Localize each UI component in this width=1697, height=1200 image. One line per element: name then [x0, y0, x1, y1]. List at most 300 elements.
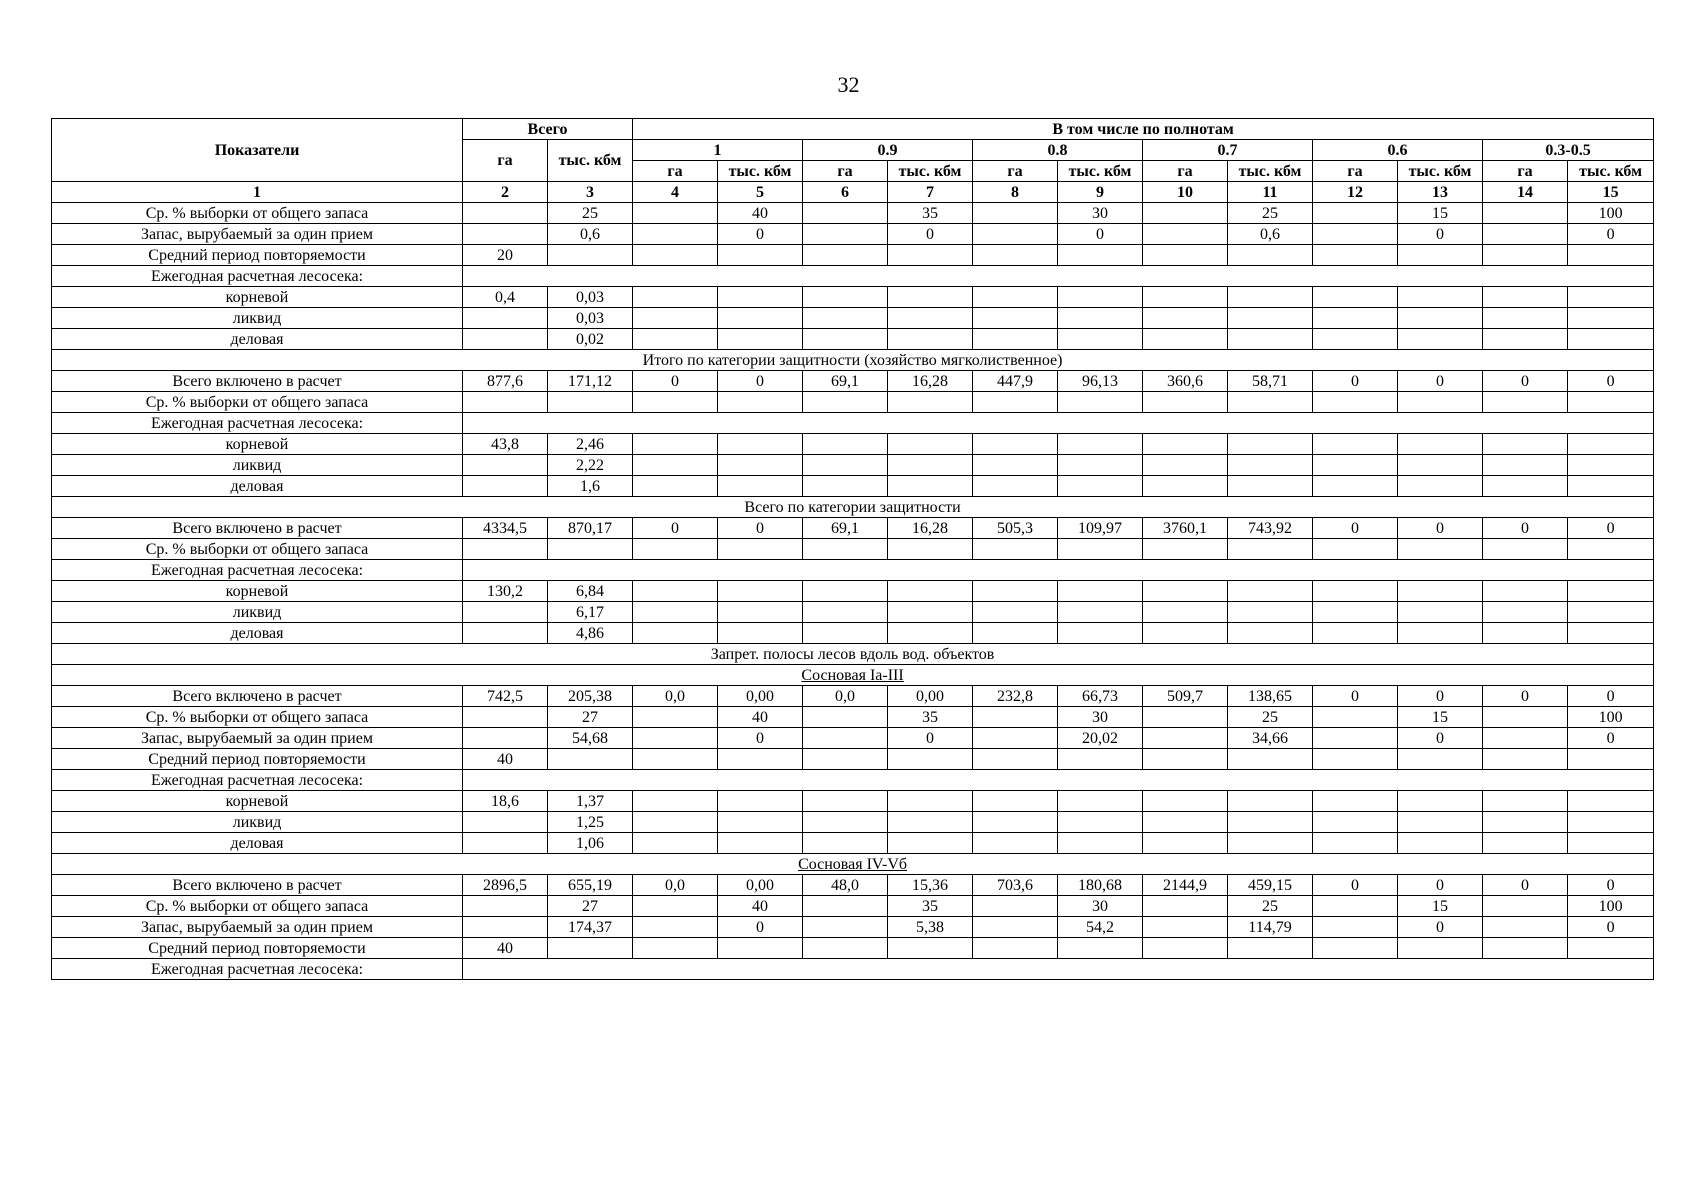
- table-cell: 0: [718, 728, 803, 749]
- header-unit-ha: га: [973, 161, 1058, 182]
- table-cell: [1483, 938, 1568, 959]
- table-row: [52, 518, 1654, 539]
- table-cell: [1058, 539, 1143, 560]
- row-label: корневой: [52, 791, 463, 812]
- section-title: [52, 497, 1654, 518]
- table-cell: [1143, 602, 1228, 623]
- section-title: [52, 644, 1654, 665]
- table-cell: 0: [718, 224, 803, 245]
- column-number: 14: [1483, 182, 1568, 203]
- row-label: Ежегодная расчетная лесосека:: [52, 413, 463, 434]
- table-cell: [1568, 581, 1654, 602]
- table-cell: [973, 896, 1058, 917]
- table-cell: 0,02: [548, 329, 633, 350]
- table-cell: [1398, 749, 1483, 770]
- table-cell: [1398, 434, 1483, 455]
- table-cell: 15: [1398, 896, 1483, 917]
- table-row: [52, 791, 1654, 812]
- column-number: 2: [463, 182, 548, 203]
- header-unit-ha: га: [1313, 161, 1398, 182]
- table-cell: 2144,9: [1143, 875, 1228, 896]
- table-cell: [973, 707, 1058, 728]
- table-row: [52, 203, 1654, 224]
- table-cell: [803, 308, 888, 329]
- table-cell: [1228, 833, 1313, 854]
- table-cell: [803, 203, 888, 224]
- header-unit-m3: тыс. кбм: [1568, 161, 1654, 182]
- header-unit-ha: га: [633, 161, 718, 182]
- table-cell: [1313, 329, 1398, 350]
- table-cell: [973, 749, 1058, 770]
- table-cell: 35: [888, 896, 973, 917]
- table-cell: [1228, 476, 1313, 497]
- table-cell: [1313, 581, 1398, 602]
- table-cell: 0: [633, 371, 718, 392]
- table-cell: [1143, 728, 1228, 749]
- table-cell: [1398, 308, 1483, 329]
- table-cell: [463, 224, 548, 245]
- table-cell: [1398, 791, 1483, 812]
- row-label: Всего включено в расчет: [52, 371, 463, 392]
- row-label: Запас, вырубаемый за один прием: [52, 224, 463, 245]
- table-cell: [1058, 245, 1143, 266]
- table-cell: 171,12: [548, 371, 633, 392]
- table-cell: [1313, 476, 1398, 497]
- table-cell: [1058, 476, 1143, 497]
- table-cell: [1143, 224, 1228, 245]
- table-cell: [1483, 791, 1568, 812]
- table-cell: [1313, 833, 1398, 854]
- table-cell: [973, 728, 1058, 749]
- table-cell: [1483, 917, 1568, 938]
- table-cell: 877,6: [463, 371, 548, 392]
- table-cell: [718, 455, 803, 476]
- table-cell: 870,17: [548, 518, 633, 539]
- table-cell: 34,66: [1228, 728, 1313, 749]
- table-cell: 40: [463, 938, 548, 959]
- table-cell: [463, 392, 548, 413]
- table-cell: 138,65: [1228, 686, 1313, 707]
- table-cell: [633, 938, 718, 959]
- table-cell: [803, 455, 888, 476]
- table-cell: [1143, 938, 1228, 959]
- table-cell: [463, 707, 548, 728]
- section-title-text: Сосновая IV-Vб: [798, 855, 908, 873]
- table-cell: [718, 791, 803, 812]
- table-cell: [718, 308, 803, 329]
- table-row: [52, 833, 1654, 854]
- table-cell: [1483, 707, 1568, 728]
- table-cell: 30: [1058, 707, 1143, 728]
- table-cell: 0: [718, 917, 803, 938]
- table-cell: 69,1: [803, 371, 888, 392]
- table-cell: 100: [1568, 707, 1654, 728]
- table-row: [52, 707, 1654, 728]
- row-label: Ср. % выборки от общего запаса: [52, 539, 463, 560]
- table-cell: [463, 623, 548, 644]
- table-cell: [803, 581, 888, 602]
- table-cell: [463, 329, 548, 350]
- table-cell: 0: [633, 518, 718, 539]
- table-cell: [1483, 539, 1568, 560]
- table-cell: [633, 392, 718, 413]
- table-cell: [888, 455, 973, 476]
- table-cell: [1143, 455, 1228, 476]
- table-cell: 16,28: [888, 518, 973, 539]
- table-cell: 40: [463, 749, 548, 770]
- table-cell: 43,8: [463, 434, 548, 455]
- empty-cell: [463, 770, 1654, 791]
- table-cell: [633, 707, 718, 728]
- header-density: 0.7: [1143, 140, 1313, 161]
- table-cell: [1313, 917, 1398, 938]
- row-label: Средний период повторяемости: [52, 749, 463, 770]
- table-cell: [548, 245, 633, 266]
- row-label: корневой: [52, 581, 463, 602]
- table-cell: [1483, 329, 1568, 350]
- table-cell: [1143, 791, 1228, 812]
- section-title-text: Запрет. полосы лесов вдоль вод. объектов: [710, 645, 995, 663]
- table-cell: [633, 308, 718, 329]
- table-cell: [1483, 287, 1568, 308]
- table-cell: 40: [718, 203, 803, 224]
- table-cell: [1228, 812, 1313, 833]
- table-cell: [1568, 791, 1654, 812]
- table-cell: 0: [1568, 686, 1654, 707]
- table-row: [52, 581, 1654, 602]
- header-density: 0.9: [803, 140, 973, 161]
- table-cell: 703,6: [973, 875, 1058, 896]
- table-cell: 0,00: [718, 686, 803, 707]
- table-cell: [633, 287, 718, 308]
- table-cell: [1398, 602, 1483, 623]
- table-cell: 205,38: [548, 686, 633, 707]
- table-cell: [973, 308, 1058, 329]
- table-cell: [973, 581, 1058, 602]
- table-cell: 0: [888, 728, 973, 749]
- table-cell: [1143, 749, 1228, 770]
- table-cell: [1313, 812, 1398, 833]
- table-cell: 54,68: [548, 728, 633, 749]
- table-cell: 114,79: [1228, 917, 1313, 938]
- table-cell: [1228, 581, 1313, 602]
- table-header: [52, 119, 1654, 203]
- table-cell: 0: [718, 518, 803, 539]
- table-cell: [633, 728, 718, 749]
- table-cell: 0: [1313, 875, 1398, 896]
- table-row: [52, 728, 1654, 749]
- table-cell: [1568, 749, 1654, 770]
- table-cell: [1568, 602, 1654, 623]
- table-cell: [718, 245, 803, 266]
- table-cell: 0,6: [1228, 224, 1313, 245]
- row-label: Ср. % выборки от общего запаса: [52, 203, 463, 224]
- table-cell: [1058, 455, 1143, 476]
- table-cell: 1,37: [548, 791, 633, 812]
- table-cell: [1483, 224, 1568, 245]
- table-cell: [1313, 245, 1398, 266]
- table-cell: [718, 812, 803, 833]
- table-cell: [888, 287, 973, 308]
- table-row: [52, 497, 1654, 518]
- table-cell: [1058, 392, 1143, 413]
- row-label: Всего включено в расчет: [52, 686, 463, 707]
- header-unit-ha: га: [1483, 161, 1568, 182]
- table-cell: [803, 287, 888, 308]
- table-cell: 40: [718, 896, 803, 917]
- table-cell: [973, 623, 1058, 644]
- table-cell: [1568, 434, 1654, 455]
- column-number: 5: [718, 182, 803, 203]
- table-row: [52, 245, 1654, 266]
- header-unit-ha: га: [803, 161, 888, 182]
- table-cell: 0: [1313, 518, 1398, 539]
- table-cell: 20: [463, 245, 548, 266]
- table-cell: [1143, 329, 1228, 350]
- table-cell: [1568, 623, 1654, 644]
- table-cell: [803, 749, 888, 770]
- table-cell: [803, 434, 888, 455]
- table-cell: [633, 602, 718, 623]
- table-cell: 15,36: [888, 875, 973, 896]
- table-cell: [1568, 287, 1654, 308]
- table-cell: 0: [1398, 686, 1483, 707]
- table-cell: [1313, 287, 1398, 308]
- table-cell: [633, 476, 718, 497]
- table-cell: 6,84: [548, 581, 633, 602]
- table-cell: 174,37: [548, 917, 633, 938]
- table-cell: 40: [718, 707, 803, 728]
- column-number: 15: [1568, 182, 1654, 203]
- table-row: [52, 602, 1654, 623]
- table-cell: [973, 203, 1058, 224]
- table-cell: [1228, 245, 1313, 266]
- table-cell: [1313, 455, 1398, 476]
- table-cell: 35: [888, 707, 973, 728]
- header-total: Всего: [463, 119, 633, 140]
- table-cell: [633, 539, 718, 560]
- table-cell: 0,03: [548, 308, 633, 329]
- table-cell: [803, 707, 888, 728]
- table-cell: [1568, 329, 1654, 350]
- table-cell: [1313, 203, 1398, 224]
- table-row: [52, 329, 1654, 350]
- table-cell: 4,86: [548, 623, 633, 644]
- table-cell: [718, 329, 803, 350]
- table-cell: [1313, 224, 1398, 245]
- table-cell: [973, 938, 1058, 959]
- table-row: [52, 455, 1654, 476]
- table-cell: [803, 623, 888, 644]
- column-number: 10: [1143, 182, 1228, 203]
- table-cell: [1398, 812, 1483, 833]
- table-cell: [973, 833, 1058, 854]
- table-cell: 25: [1228, 707, 1313, 728]
- table-cell: 360,6: [1143, 371, 1228, 392]
- table-cell: [633, 896, 718, 917]
- table-cell: [803, 539, 888, 560]
- table-cell: [1398, 581, 1483, 602]
- table-cell: [1313, 728, 1398, 749]
- table-cell: [1568, 812, 1654, 833]
- section-title-text: Итого по категории защитности (хозяйство мягколиственное): [642, 351, 1063, 369]
- row-label: деловая: [52, 476, 463, 497]
- table-cell: 0: [1568, 518, 1654, 539]
- table-cell: [888, 329, 973, 350]
- table-row: [52, 854, 1654, 875]
- table-cell: [1058, 749, 1143, 770]
- table-cell: [888, 476, 973, 497]
- table-cell: [803, 329, 888, 350]
- table-cell: 0: [1568, 728, 1654, 749]
- table-cell: 0: [1568, 371, 1654, 392]
- table-cell: 0: [1058, 224, 1143, 245]
- row-label: деловая: [52, 623, 463, 644]
- table-cell: [633, 581, 718, 602]
- header-unit-m3: тыс. кбм: [1228, 161, 1313, 182]
- table-cell: [888, 623, 973, 644]
- table-cell: [548, 749, 633, 770]
- table-cell: [1313, 539, 1398, 560]
- table-cell: [548, 392, 633, 413]
- table-cell: [888, 938, 973, 959]
- table-cell: [973, 539, 1058, 560]
- header-unit-m3: тыс. кбм: [1398, 161, 1483, 182]
- table-row: [52, 896, 1654, 917]
- table-cell: [463, 812, 548, 833]
- table-cell: [973, 287, 1058, 308]
- table-cell: 18,6: [463, 791, 548, 812]
- table-cell: [633, 329, 718, 350]
- column-number: 4: [633, 182, 718, 203]
- table-row: [52, 812, 1654, 833]
- table-cell: [888, 539, 973, 560]
- table-cell: [1483, 476, 1568, 497]
- column-number: 6: [803, 182, 888, 203]
- table-cell: [1568, 308, 1654, 329]
- table-cell: [803, 812, 888, 833]
- table-row: [52, 266, 1654, 287]
- table-cell: [803, 896, 888, 917]
- table-cell: [718, 938, 803, 959]
- table-cell: [803, 224, 888, 245]
- table-cell: [803, 917, 888, 938]
- table-cell: 0: [1398, 518, 1483, 539]
- table-cell: [1228, 602, 1313, 623]
- table-row: [52, 392, 1654, 413]
- header-by-density: В том числе по полнотам: [633, 119, 1654, 140]
- table-cell: 54,2: [1058, 917, 1143, 938]
- table-cell: [1313, 791, 1398, 812]
- table-cell: [1568, 392, 1654, 413]
- section-title: [52, 350, 1654, 371]
- table-cell: 742,5: [463, 686, 548, 707]
- table-cell: [803, 392, 888, 413]
- table-cell: 30: [1058, 203, 1143, 224]
- table-cell: [888, 434, 973, 455]
- table-cell: [888, 308, 973, 329]
- table-cell: [1143, 245, 1228, 266]
- table-cell: 0: [1483, 518, 1568, 539]
- header-indicators: Показатели: [52, 119, 463, 182]
- table-cell: [1143, 287, 1228, 308]
- table-cell: 58,71: [1228, 371, 1313, 392]
- table-cell: [1058, 329, 1143, 350]
- column-number: 1: [52, 182, 463, 203]
- table-cell: 48,0: [803, 875, 888, 896]
- table-cell: [1483, 602, 1568, 623]
- table-cell: 459,15: [1228, 875, 1313, 896]
- table-cell: 35: [888, 203, 973, 224]
- table-cell: [1143, 917, 1228, 938]
- table-cell: 0,4: [463, 287, 548, 308]
- section-title: [52, 854, 1654, 875]
- table-cell: [633, 917, 718, 938]
- table-row: [52, 350, 1654, 371]
- empty-cell: [463, 959, 1654, 980]
- row-label: корневой: [52, 434, 463, 455]
- table-cell: 0,6: [548, 224, 633, 245]
- table-cell: [888, 749, 973, 770]
- table-cell: [633, 749, 718, 770]
- table-cell: [633, 434, 718, 455]
- row-label: ликвид: [52, 455, 463, 476]
- row-label: Ежегодная расчетная лесосека:: [52, 770, 463, 791]
- table-cell: [888, 392, 973, 413]
- table-cell: [633, 245, 718, 266]
- table-cell: 1,06: [548, 833, 633, 854]
- table-cell: [888, 245, 973, 266]
- table-cell: [1058, 581, 1143, 602]
- table-cell: [1483, 623, 1568, 644]
- page-number: 32: [837, 72, 860, 97]
- table-cell: [1058, 308, 1143, 329]
- table-row: [52, 308, 1654, 329]
- table-cell: [463, 539, 548, 560]
- table-cell: [1058, 287, 1143, 308]
- table-cell: 6,17: [548, 602, 633, 623]
- table-cell: [1058, 833, 1143, 854]
- table-cell: [463, 728, 548, 749]
- table-cell: [1058, 602, 1143, 623]
- header-density: 0.3-0.5: [1483, 140, 1654, 161]
- column-number: 7: [888, 182, 973, 203]
- table-row: [52, 938, 1654, 959]
- row-label: Ежегодная расчетная лесосека:: [52, 959, 463, 980]
- header-total-ha: га: [463, 140, 548, 182]
- table-cell: [1398, 539, 1483, 560]
- table-cell: 130,2: [463, 581, 548, 602]
- table-cell: [973, 791, 1058, 812]
- row-label: Ср. % выборки от общего запаса: [52, 707, 463, 728]
- table-cell: [1143, 308, 1228, 329]
- table-row: [52, 749, 1654, 770]
- table-cell: [1483, 749, 1568, 770]
- table-cell: 27: [548, 896, 633, 917]
- table-cell: [1058, 812, 1143, 833]
- table-cell: [1568, 245, 1654, 266]
- table-row: [52, 560, 1654, 581]
- table-cell: 655,19: [548, 875, 633, 896]
- table-body: [52, 203, 1654, 980]
- table-cell: [463, 476, 548, 497]
- table-cell: [803, 602, 888, 623]
- table-cell: [1398, 287, 1483, 308]
- header-unit-ha: га: [1143, 161, 1228, 182]
- table-cell: [1483, 245, 1568, 266]
- table-cell: [1143, 539, 1228, 560]
- table-row: [52, 476, 1654, 497]
